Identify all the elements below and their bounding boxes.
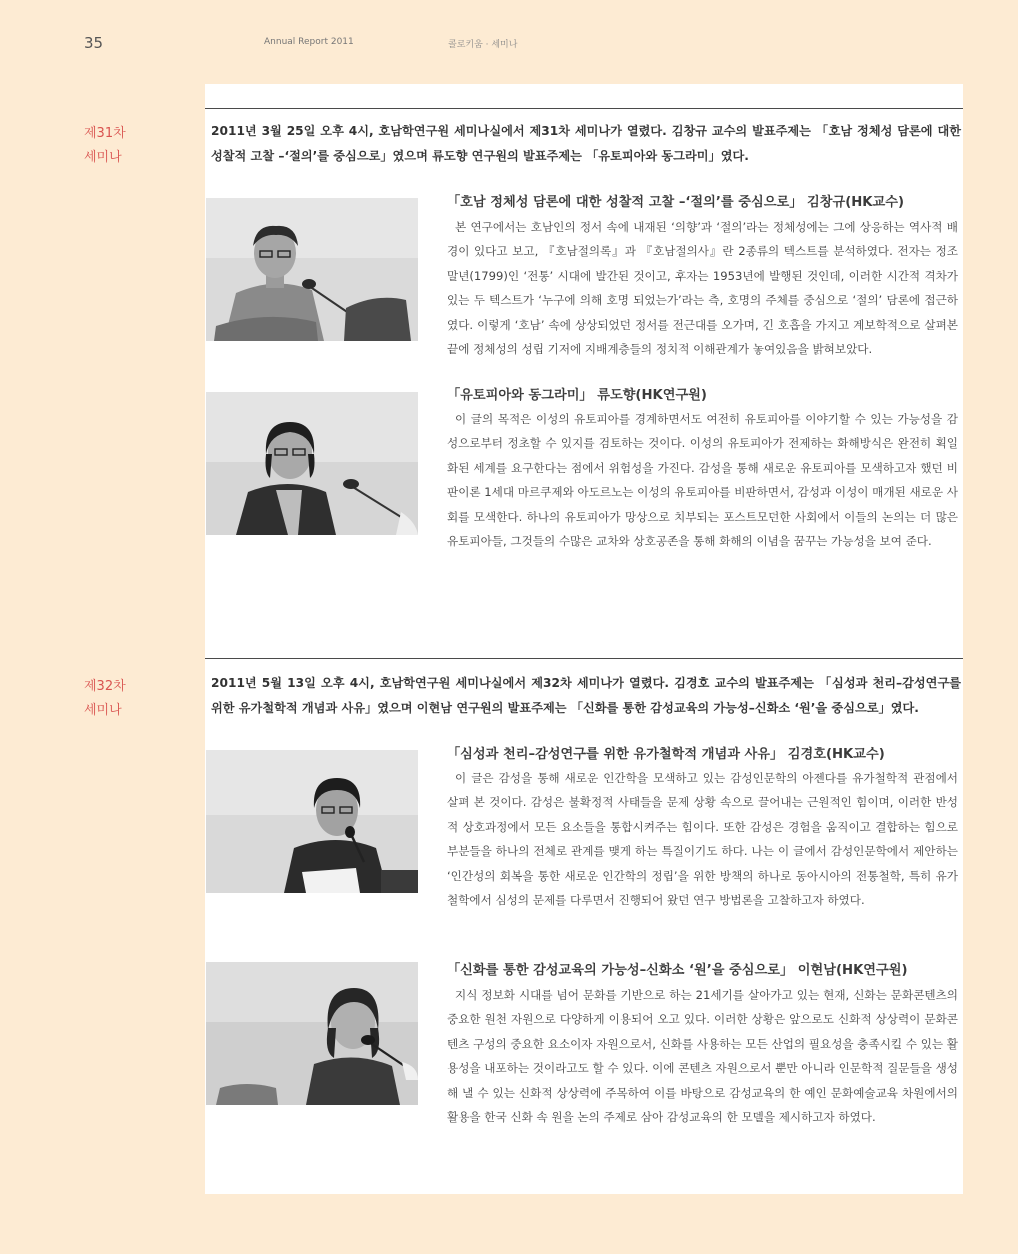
section-divider [205, 108, 963, 109]
paper-title: 「신화를 통한 감성교육의 가능성–신화소 ‘원’을 중심으로」 이현남(HK연구원) [447, 963, 908, 978]
paper-abstract: 이 글은 감성을 통해 새로운 인간학을 모색하고 있는 감성인문학의 아젠다를 유가철학적 관점에서 살펴 본 것이다. 감성은 불확정적 사태들을 문제 상황 속으로 끌어내는 근원적인 힘이며, 이러한 반성적 상호과정에서 모든 요소들을 통합시켜주는 힘이다. 또한 감성은 경험을 움직이고 결합하는 힘으로 부분들을 하나의 전체로 관계를 맺게 하는 특질이기도 하다. 나는 이 글에서 감성인문학에서 제안하는 ‘인간성의 회복을 통한 새로운 인간학의 정립’을 위한 방책의 하나로 동아시아의 전통철학, 특히 유가철학에서 심성의 문제를 다루면서 진행되어 왔던 연구 방법론을 고찰하고자 하였다. [447, 771, 958, 908]
seminar-intro: 2011년 5월 13일 오후 4시, 호남학연구원 세미나실에서 제32차 세미나가 열렸다. 김경호 교수의 발표주제는 「심성과 천리–감성연구를 위한 유가철학적 개념과 사유」였으며 이현남 연구원의 발표주제는 「신화를 통한 감성교육의 가능성–신화소 ‘원’을 중심으로」였다. [211, 676, 961, 715]
paper-title: 「호남 정체성 담론에 대한 성찰적 고찰 –‘절의’를 중심으로」 김창규(HK교수) [447, 195, 904, 210]
running-section-title: 콜로키움 · 세미나 [448, 40, 518, 50]
paper-abstract: 이 글의 목적은 이성의 유토피아를 경계하면서도 여전히 유토피아를 이야기할 수 있는 가능성을 감성으로부터 정초할 수 있지를 검토하는 것이다. 이성의 유토피아가 전제하는 화해방식은 완전히 획일화된 세계를 요구한다는 점에서 위험성을 가진다. 감성을 통해 새로운 유토피아를 모색하고자 했던 비판이론 1세대 마르쿠제와 아도르노는 이성의 유토피아를 비판하면서, 감성과 이성이 매개된 새로운 사회를 모색한다. 하나의 유토피아가 망상으로 치부되는 포스트모던한 사회에서 이들의 논의는 더 많은 유토피아들, 그것들의 수많은 교차와 상호공존을 통해 화해의 이념을 꿈꾸는 가능성을 보여 준다. [447, 412, 958, 549]
seminar-label [84, 122, 164, 170]
speaker-photo-woman-microphone-icon [206, 962, 418, 1105]
seminar-number: 제32차 [84, 679, 126, 694]
paper-title: 「심성과 천리–감성연구를 위한 유가철학적 개념과 사유」 김경호(HK교수) [447, 747, 885, 762]
seminar-label [84, 675, 164, 723]
page-number: 35 [84, 34, 104, 52]
seminar-word: 세미나 [84, 703, 122, 718]
speaker-photo-woman-glasses-icon [206, 392, 418, 535]
paper-abstract: 지식 정보화 시대를 넘어 문화를 기반으로 하는 21세기를 살아가고 있는 현재, 신화는 문화콘텐츠의 중요한 원천 자원으로 다양하게 이용되어 오고 있다. 이러한 상황은 앞으로도 신화적 상상력이 문화콘텐츠 구성의 중요한 요소이자 자원으로서, 신화를 사용하는 모든 산업의 필요성을 충족시킬 수 있는 활용성을 내포하는 것이라고도 할 수 있다. 이에 콘텐츠 자원으로서 뿐만 아니라 인문학적 질문들을 생성해 낼 수 있는 신화적 상상력에 주목하여 이를 바탕으로 감성교육의 한 예인 문화예술교육 차원에서의 활용을 한국 신화 속 원을 논의 주제로 삼아 감성교육의 한 모델을 제시하고자 하였다. [447, 988, 958, 1125]
seminar-intro: 2011년 3월 25일 오후 4시, 호남학연구원 세미나실에서 제31차 세미나가 열렸다. 김창규 교수의 발표주제는 「호남 정체성 담론에 대한 성찰적 고찰 –‘절의’를 중심으로」였으며 류도향 연구원의 발표주제는 「유토피아와 동그라미」였다. [211, 124, 961, 163]
section-divider [205, 658, 963, 659]
paper-title: 「유토피아와 동그라미」 류도향(HK연구원) [447, 388, 707, 403]
speaker-photo-man-glasses-icon [206, 198, 418, 341]
seminar-word: 세미나 [84, 150, 122, 165]
running-head: Annual Report 2011 [264, 37, 354, 47]
seminar-number: 제31차 [84, 126, 126, 141]
paper-abstract: 본 연구에서는 호남인의 정서 속에 내재된 ‘의향’과 ‘절의’라는 정체성에는 그에 상응하는 역사적 배경이 있다고 보고, 『호남절의록』과 『호남절의사』란 2종류의 텍스트를 분석하였다. 전자는 정조 말년(1799)인 ‘전통’ 시대에 발간된 것이고, 후자는 1953년에 발행된 것인데, 이러한 시간적 격차가 있는 두 텍스트가 ‘누구에 의해 호명 되었는가’라는 측, 호명의 주체를 중심으로 ‘절의’ 담론에 접근하였다. 이렇게 ‘호남’ 속에 상상되었던 정서를 전근대를 오가며, 긴 호흡을 가지고 계보학적으로 살펴본 끝에 정체성의 성립 기저에 지배계층들의 정치적 이해관계가 놓여있음을 밝혀보았다. [447, 220, 958, 357]
speaker-photo-man-reading-icon [206, 750, 418, 893]
